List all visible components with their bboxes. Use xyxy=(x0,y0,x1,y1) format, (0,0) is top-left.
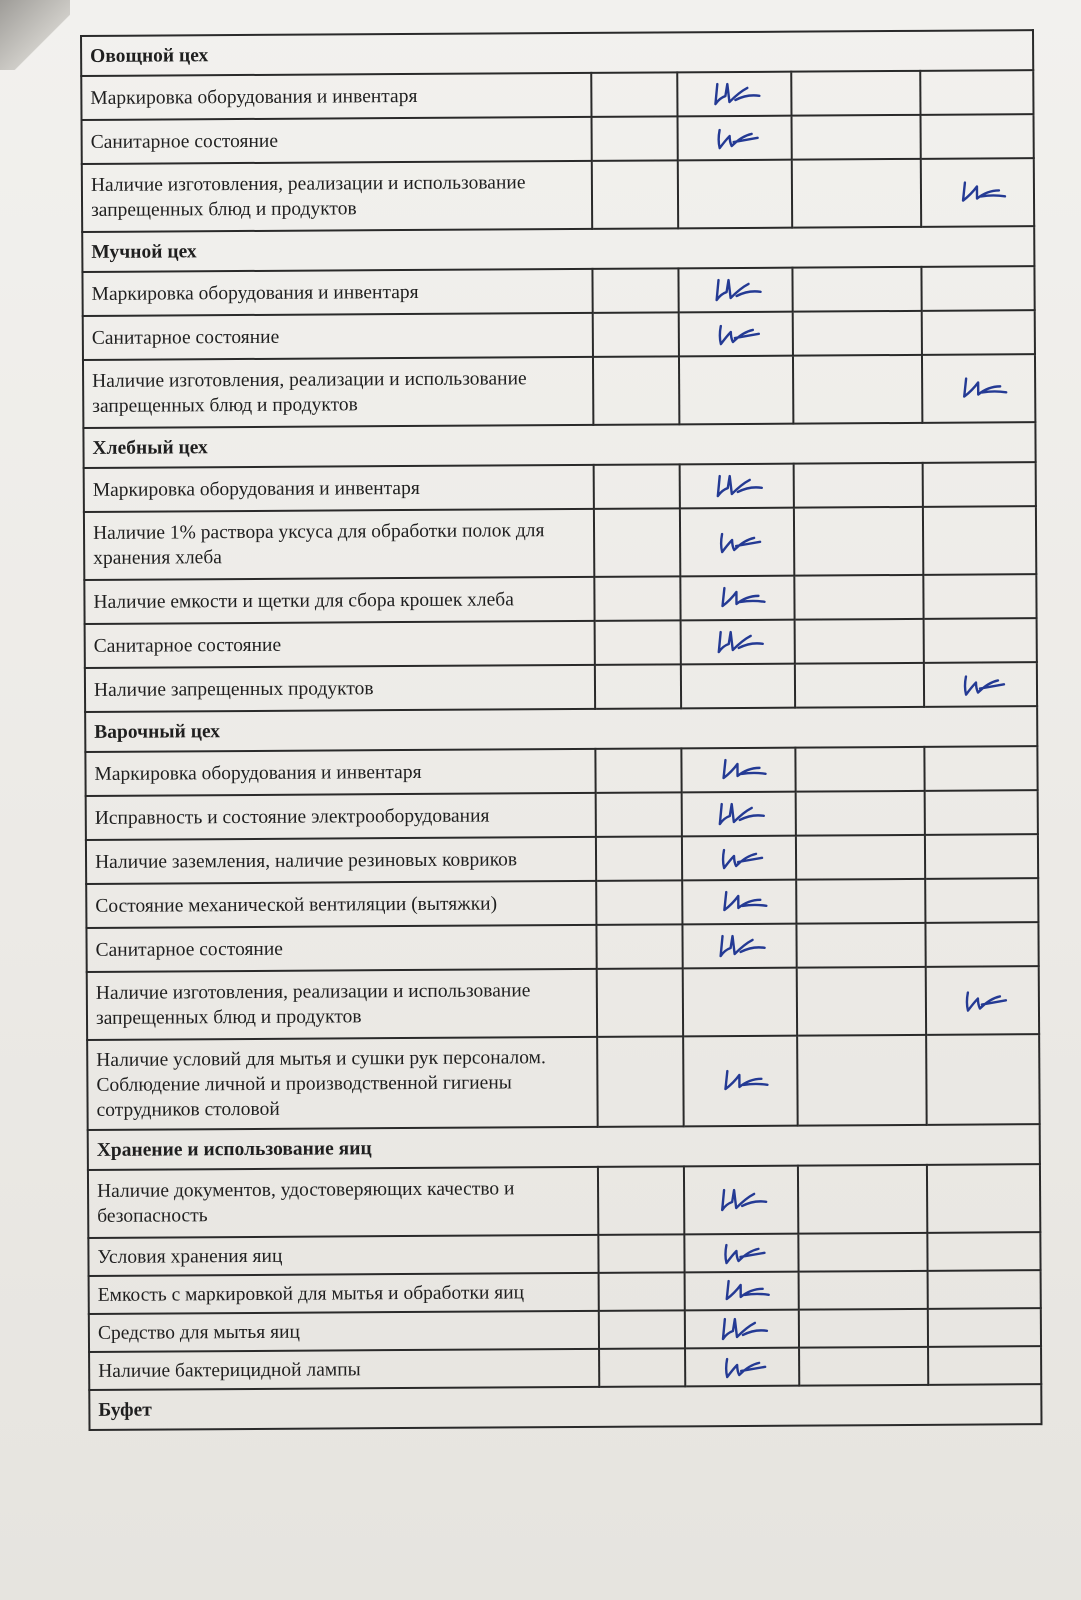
mark-cell-3[interactable] xyxy=(795,747,924,792)
initials-mark-icon xyxy=(709,318,771,350)
mark-cell-3[interactable] xyxy=(794,463,923,508)
mark-cell-1[interactable] xyxy=(598,1166,684,1235)
mark-cell-1[interactable] xyxy=(593,356,679,425)
checklist-item-label: Наличие изготовления, реализации и использование запрещенных блюд и продуктов xyxy=(87,969,597,1040)
checklist-row xyxy=(83,354,1035,428)
initials-mark-icon xyxy=(708,122,770,154)
checklist-row xyxy=(84,462,1036,512)
mark-cell-3[interactable] xyxy=(795,663,924,708)
initials-mark-icon xyxy=(711,754,773,786)
mark-cell-1[interactable] xyxy=(595,664,681,709)
initials-mark-icon xyxy=(714,1237,776,1269)
mark-cell-4[interactable] xyxy=(925,878,1038,923)
mark-cell-4[interactable] xyxy=(925,834,1038,879)
mark-cell-2[interactable] xyxy=(677,72,791,117)
initials-mark-icon xyxy=(708,274,770,306)
mark-cell-1[interactable] xyxy=(596,880,682,925)
checklist-row xyxy=(86,790,1038,840)
mark-cell-2[interactable] xyxy=(681,620,795,665)
mark-cell-2[interactable] xyxy=(680,464,794,509)
checklist-item-label: Наличие бактерицидной лампы xyxy=(89,1349,599,1390)
checklist-item-label: Наличие условий для мытья и сушки рук персоналом. Соблюдение личной и производственной гигиены сотрудников столовой xyxy=(87,1037,598,1130)
checklist-item-label: Маркировка оборудования и инвентаря xyxy=(85,749,595,796)
mark-cell-1[interactable] xyxy=(597,1036,684,1127)
mark-cell-1[interactable] xyxy=(594,464,680,509)
checklist-row xyxy=(85,618,1037,668)
mark-cell-3[interactable] xyxy=(792,159,921,228)
mark-cell-3[interactable] xyxy=(796,835,925,880)
mark-cell-1[interactable] xyxy=(598,1234,684,1273)
checklist-item-label: Наличие изготовления, реализации и использование запрещенных блюд и продуктов xyxy=(83,357,593,428)
checklist-item-label: Маркировка оборудования и инвентаря xyxy=(82,269,592,316)
page-corner-shadow xyxy=(0,0,70,70)
section-title: Хлебный цех xyxy=(83,422,1035,468)
checklist-item-label: Условия хранения яиц xyxy=(88,1235,598,1276)
mark-cell-1[interactable] xyxy=(594,576,680,621)
mark-cell-4[interactable] xyxy=(921,158,1034,227)
mark-cell-4[interactable] xyxy=(923,462,1036,507)
checklist-sheet xyxy=(80,29,1061,1555)
mark-cell-4[interactable] xyxy=(927,1232,1040,1271)
initials-mark-icon xyxy=(710,470,772,502)
section-header-row xyxy=(83,422,1035,468)
initials-mark-icon xyxy=(712,798,774,830)
mark-cell-3[interactable] xyxy=(797,967,926,1036)
mark-cell-3[interactable] xyxy=(796,923,925,968)
checklist-item-label: Наличие 1% раствора уксуса для обработки полок для хранения хлеба xyxy=(84,509,594,580)
section-header-row xyxy=(82,226,1034,272)
mark-cell-2[interactable] xyxy=(685,1272,799,1311)
initials-mark-icon xyxy=(950,176,1012,208)
checklist-item-label: Санитарное состояние xyxy=(82,117,592,164)
mark-cell-1[interactable] xyxy=(591,72,677,117)
initials-mark-icon xyxy=(715,1351,777,1383)
section-header-row xyxy=(85,706,1037,752)
mark-cell-1[interactable] xyxy=(596,836,682,881)
checklist-row xyxy=(84,506,1036,580)
mark-cell-4[interactable] xyxy=(926,1034,1040,1125)
mark-cell-4[interactable] xyxy=(927,1164,1040,1233)
mark-cell-1[interactable] xyxy=(593,312,679,357)
mark-cell-4[interactable] xyxy=(928,1346,1041,1385)
checklist-item-label: Наличие документов, удостоверяющих качество и безопасность xyxy=(88,1167,598,1238)
section-title: Хранение и использование яиц xyxy=(88,1124,1040,1170)
section-header-row xyxy=(88,1124,1040,1170)
section-header-row xyxy=(81,30,1033,76)
checklist-row xyxy=(87,1034,1040,1130)
initials-mark-icon xyxy=(715,1313,777,1345)
mark-cell-3[interactable] xyxy=(799,1309,928,1348)
mark-cell-4[interactable] xyxy=(923,574,1036,619)
mark-cell-2[interactable] xyxy=(679,312,793,357)
checklist-row xyxy=(85,746,1037,796)
section-title: Мучной цех xyxy=(82,226,1034,272)
initials-mark-icon xyxy=(712,886,774,918)
mark-cell-3[interactable] xyxy=(794,575,923,620)
mark-cell-4[interactable] xyxy=(925,922,1038,967)
initials-mark-icon xyxy=(710,526,772,558)
mark-cell-4[interactable] xyxy=(921,266,1034,311)
mark-cell-4[interactable] xyxy=(920,70,1033,115)
checklist-item-label: Наличие запрещенных продуктов xyxy=(85,665,595,712)
mark-cell-2[interactable] xyxy=(682,836,796,881)
mark-cell-2[interactable] xyxy=(678,160,792,229)
mark-cell-3[interactable] xyxy=(794,507,923,576)
inspection-checklist-table xyxy=(80,29,1043,1431)
checklist-row xyxy=(89,1270,1041,1314)
initials-mark-icon xyxy=(953,668,1015,700)
mark-cell-4[interactable] xyxy=(925,790,1038,835)
checklist-item-label: Санитарное состояние xyxy=(86,925,596,972)
mark-cell-2[interactable] xyxy=(683,1036,798,1127)
mark-cell-3[interactable] xyxy=(796,791,925,836)
mark-cell-3[interactable] xyxy=(798,1165,927,1234)
mark-cell-3[interactable] xyxy=(799,1347,928,1386)
initials-mark-icon xyxy=(712,842,774,874)
checklist-item-label: Исправность и состояние электрооборудования xyxy=(86,793,596,840)
checklist-row xyxy=(83,310,1035,360)
checklist-row xyxy=(88,1164,1040,1238)
checklist-row xyxy=(86,878,1038,928)
mark-cell-1[interactable] xyxy=(596,792,682,837)
mark-cell-2[interactable] xyxy=(680,576,794,621)
mark-cell-1[interactable] xyxy=(597,968,683,1037)
mark-cell-1[interactable] xyxy=(599,1348,685,1387)
initials-mark-icon xyxy=(711,626,773,658)
mark-cell-3[interactable] xyxy=(793,311,922,356)
initials-mark-icon xyxy=(710,582,772,614)
mark-cell-2[interactable] xyxy=(678,268,792,313)
mark-cell-1[interactable] xyxy=(592,268,678,313)
mark-cell-3[interactable] xyxy=(791,71,920,116)
checklist-row xyxy=(87,966,1039,1040)
initials-mark-icon xyxy=(955,984,1017,1016)
mark-cell-2[interactable] xyxy=(685,1310,799,1349)
checklist-row xyxy=(86,834,1038,884)
checklist-body xyxy=(81,30,1041,1430)
checklist-item-label: Санитарное состояние xyxy=(85,621,595,668)
mark-cell-3[interactable] xyxy=(799,1271,928,1310)
mark-cell-1[interactable] xyxy=(592,116,678,161)
mark-cell-3[interactable] xyxy=(797,1035,927,1126)
checklist-item-label: Емкость с маркировкой для мытья и обработки яиц xyxy=(89,1273,599,1314)
mark-cell-2[interactable] xyxy=(682,792,796,837)
mark-cell-2[interactable] xyxy=(684,1234,798,1273)
mark-cell-4[interactable] xyxy=(922,354,1035,423)
checklist-row xyxy=(84,574,1036,624)
checklist-row xyxy=(89,1346,1041,1390)
checklist-row xyxy=(88,1232,1040,1276)
section-title: Овощной цех xyxy=(81,30,1033,76)
checklist-row xyxy=(89,1308,1041,1352)
mark-cell-3[interactable] xyxy=(792,267,921,312)
mark-cell-2[interactable] xyxy=(679,356,793,425)
mark-cell-2[interactable] xyxy=(678,116,792,161)
mark-cell-1[interactable] xyxy=(599,1310,685,1349)
checklist-row xyxy=(85,662,1037,712)
checklist-item-label: Наличие изготовления, реализации и использование запрещенных блюд и продуктов xyxy=(82,161,592,232)
mark-cell-2[interactable] xyxy=(680,508,794,577)
mark-cell-4[interactable] xyxy=(923,506,1036,575)
mark-cell-1[interactable] xyxy=(596,924,682,969)
mark-cell-4[interactable] xyxy=(922,310,1035,355)
mark-cell-1[interactable] xyxy=(592,160,678,229)
mark-cell-4[interactable] xyxy=(926,966,1039,1035)
mark-cell-3[interactable] xyxy=(798,1233,927,1272)
mark-cell-2[interactable] xyxy=(685,1348,799,1387)
checklist-item-label: Наличие заземления, наличие резиновых ковриков xyxy=(86,837,596,884)
initials-mark-icon xyxy=(715,1275,777,1307)
mark-cell-4[interactable] xyxy=(928,1308,1041,1347)
checklist-item-label: Наличие емкости и щетки для сбора крошек хлеба xyxy=(84,577,594,624)
initials-mark-icon xyxy=(712,930,774,962)
mark-cell-2[interactable] xyxy=(681,664,795,709)
mark-cell-3[interactable] xyxy=(795,619,924,664)
mark-cell-3[interactable] xyxy=(792,115,921,160)
mark-cell-2[interactable] xyxy=(682,924,796,969)
mark-cell-1[interactable] xyxy=(599,1272,685,1311)
initials-mark-icon xyxy=(713,1065,775,1097)
mark-cell-4[interactable] xyxy=(921,114,1034,159)
mark-cell-1[interactable] xyxy=(594,508,680,577)
mark-cell-2[interactable] xyxy=(682,880,796,925)
mark-cell-4[interactable] xyxy=(924,662,1037,707)
mark-cell-4[interactable] xyxy=(928,1270,1041,1309)
checklist-item-label: Санитарное состояние xyxy=(83,313,593,360)
mark-cell-3[interactable] xyxy=(796,879,925,924)
mark-cell-4[interactable] xyxy=(924,618,1037,663)
mark-cell-2[interactable] xyxy=(683,968,797,1037)
section-title: Буфет xyxy=(89,1384,1041,1430)
checklist-row xyxy=(82,158,1034,232)
checklist-row xyxy=(81,70,1033,120)
checklist-item-label: Состояние механической вентиляции (вытяжки) xyxy=(86,881,596,928)
section-title: Варочный цех xyxy=(85,706,1037,752)
checklist-row xyxy=(82,266,1034,316)
checklist-item-label: Маркировка оборудования и инвентаря xyxy=(81,73,591,120)
initials-mark-icon xyxy=(952,372,1014,404)
mark-cell-2[interactable] xyxy=(684,1166,798,1235)
mark-cell-4[interactable] xyxy=(924,746,1037,791)
checklist-item-label: Маркировка оборудования и инвентаря xyxy=(84,465,594,512)
mark-cell-1[interactable] xyxy=(595,748,681,793)
mark-cell-1[interactable] xyxy=(595,620,681,665)
mark-cell-3[interactable] xyxy=(793,355,922,424)
mark-cell-2[interactable] xyxy=(681,748,795,793)
initials-mark-icon xyxy=(714,1184,776,1216)
section-header-row xyxy=(89,1384,1041,1430)
checklist-row xyxy=(86,922,1038,972)
initials-mark-icon xyxy=(707,78,769,110)
checklist-row xyxy=(82,114,1034,164)
checklist-item-label: Средство для мытья яиц xyxy=(89,1311,599,1352)
